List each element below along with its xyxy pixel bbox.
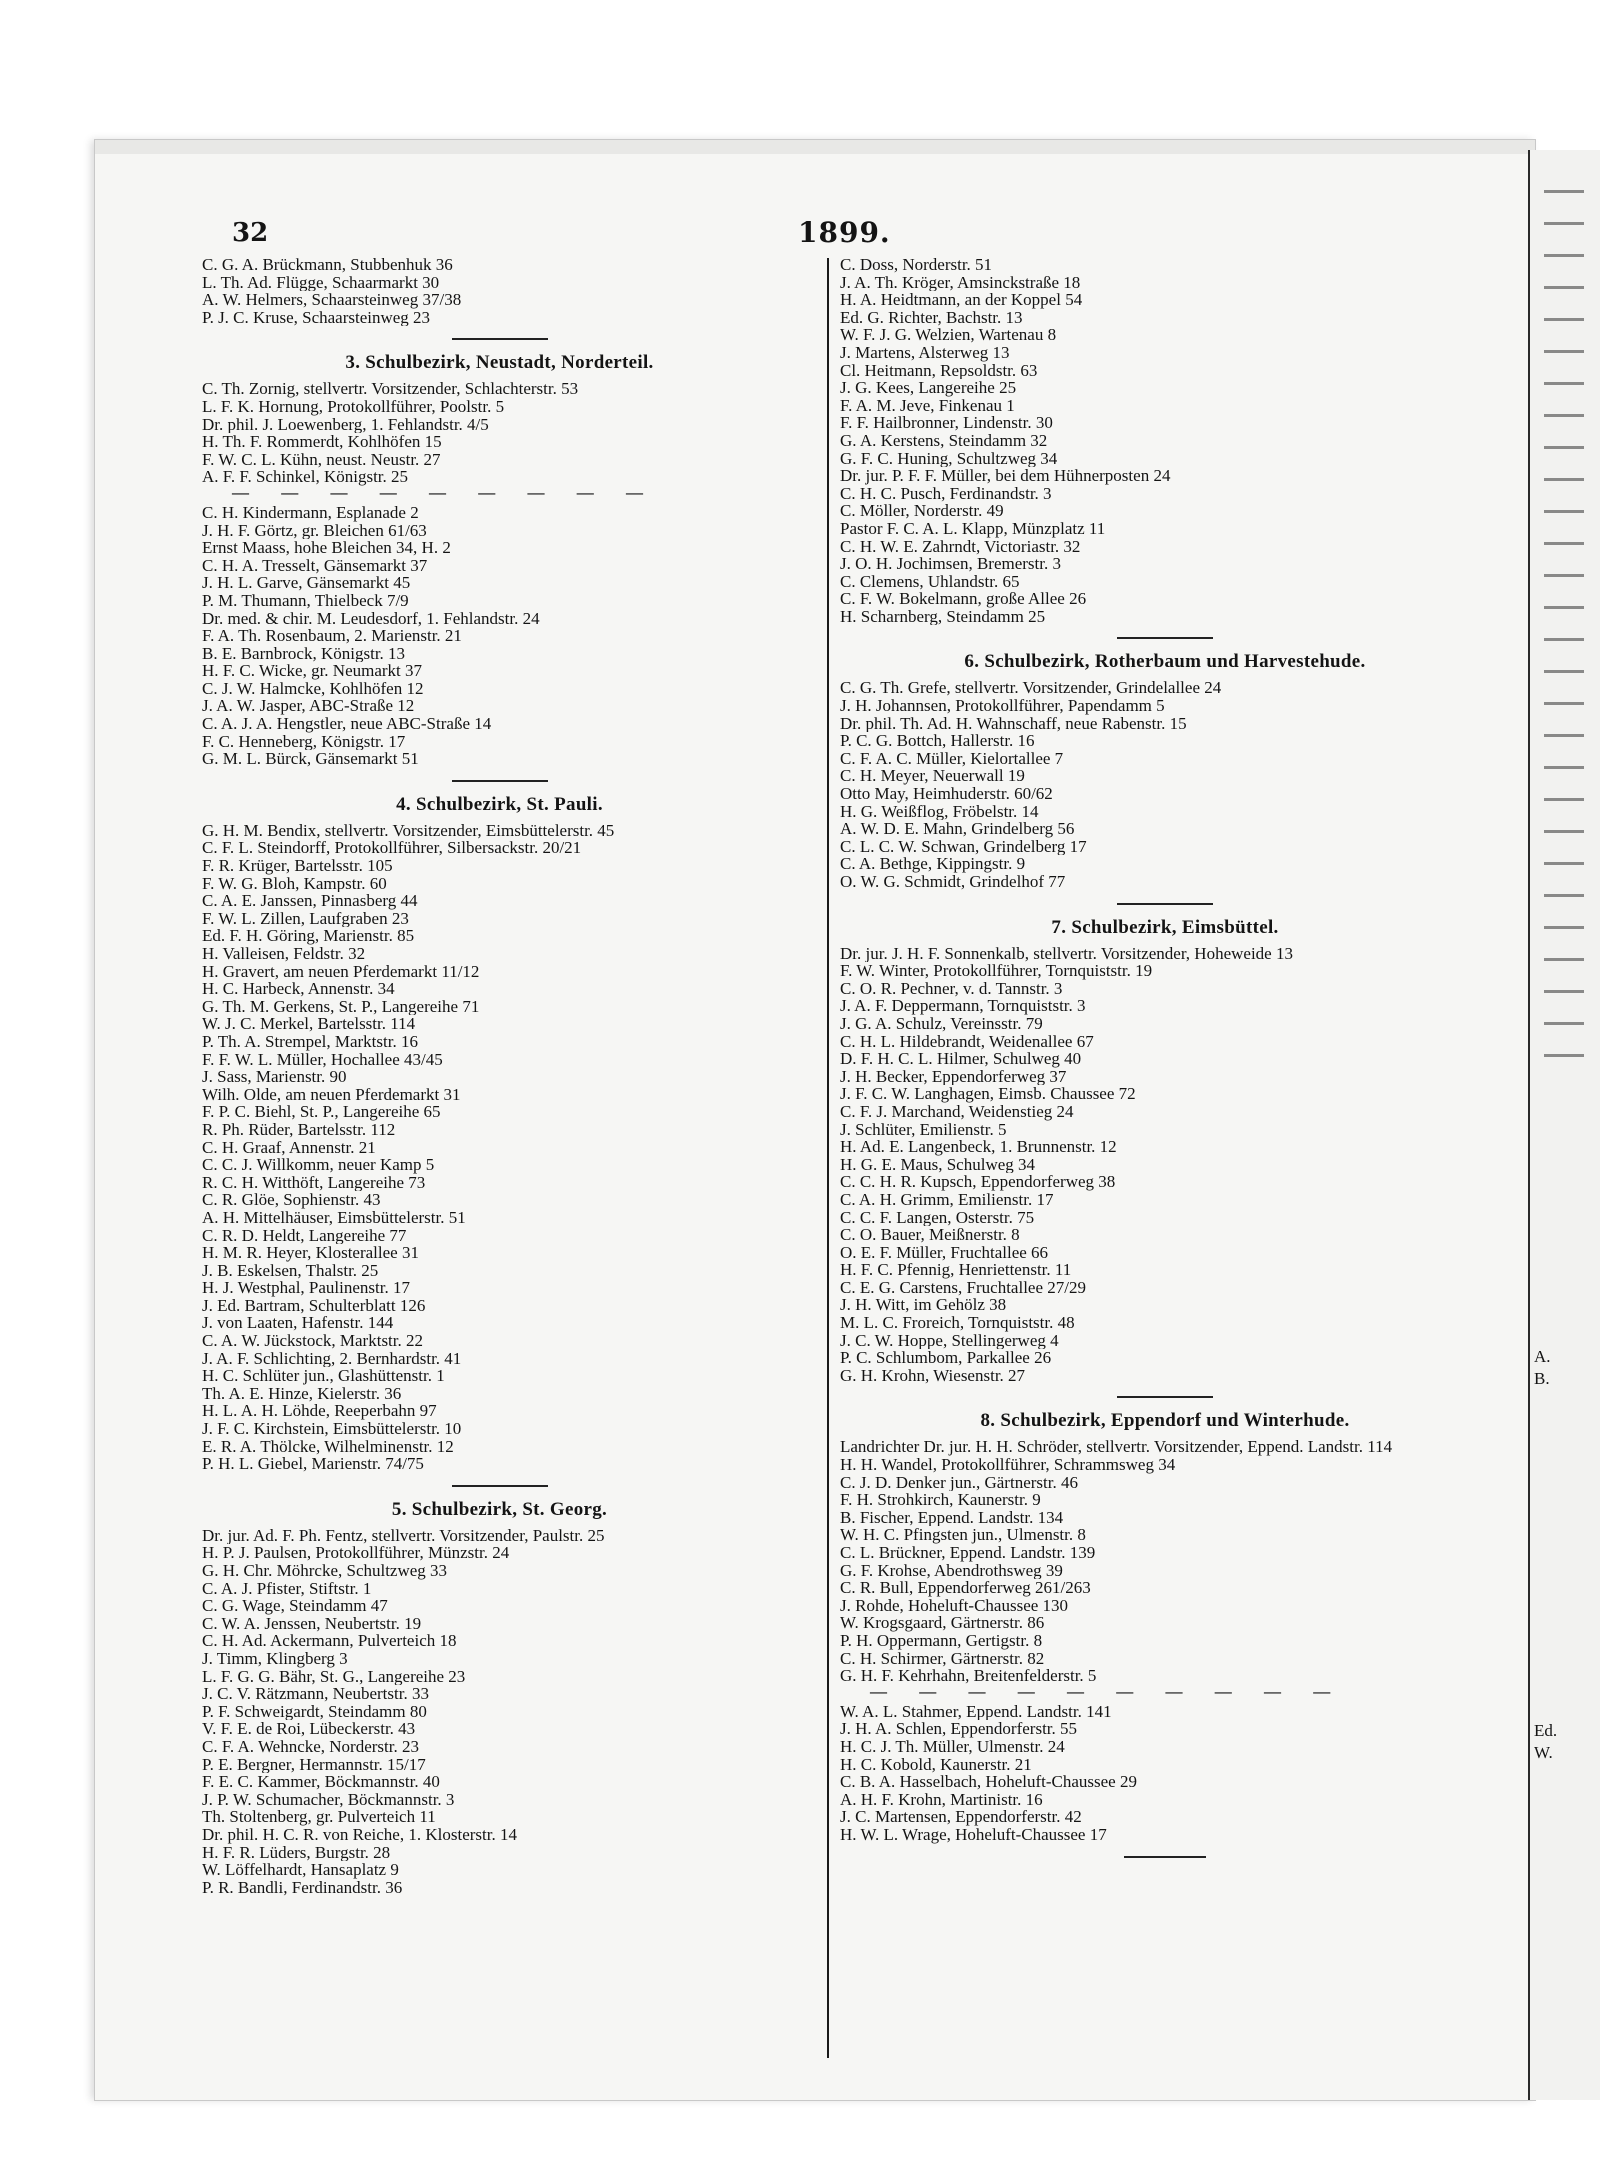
directory-entry: J. A. W. Jasper, ABC-Straße 12 bbox=[202, 697, 415, 716]
directory-entry: Dr. phil. H. C. R. von Reiche, 1. Klosterstr. 14 bbox=[202, 1825, 517, 1844]
directory-entry: F. W. Winter, Protokollführer, Tornquiststr. 19 bbox=[840, 962, 1153, 980]
directory-entry: W. Krogsgaard, Gärtnerstr. 86 bbox=[840, 1614, 1045, 1632]
directory-entry: A. W. Helmers, Schaarsteinweg 37/38 bbox=[202, 291, 462, 309]
directory-entry: P. M. Thumann, Thielbeck 7/9 bbox=[202, 591, 409, 610]
directory-entry: O. W. G. Schmidt, Grindelhof 77 bbox=[840, 873, 1066, 891]
directory-entry: H. Ad. E. Langenbeck, 1. Brunnenstr. 12 bbox=[840, 1138, 1117, 1156]
directory-entry: C. C. H. R. Kupsch, Eppendorferweg 38 bbox=[840, 1173, 1116, 1191]
directory-entry: C. A. E. Janssen, Pinnasberg 44 bbox=[202, 892, 418, 910]
directory-entry: C. Th. Zornig, stellvertr. Vorsitzender, Schlachterstr. 53 bbox=[202, 380, 579, 398]
directory-entry: H. H. Wandel, Protokollführer, Schrammsweg 34 bbox=[840, 1456, 1176, 1474]
directory-entry: H. W. L. Wrage, Hoheluft-Chaussee 17 bbox=[840, 1825, 1107, 1844]
directory-entry: O. E. F. Müller, Fruchtallee 66 bbox=[840, 1243, 1049, 1262]
page-number: 32 bbox=[232, 218, 269, 248]
directory-entry: P. H. Oppermann, Gertigstr. 8 bbox=[840, 1631, 1043, 1650]
directory-entry: Dr. phil. J. Loewenberg, 1. Fehlandstr. 4/5 bbox=[202, 415, 489, 434]
directory-entry: C. F. J. Marchand, Weidenstieg 24 bbox=[840, 1102, 1074, 1121]
directory-entry: J. A. F. Deppermann, Tornquiststr. 3 bbox=[840, 997, 1086, 1015]
section-separator bbox=[1117, 903, 1213, 905]
directory-entry: F. E. C. Kammer, Böckmannstr. 40 bbox=[202, 1773, 440, 1791]
directory-entry: P. C. G. Bottch, Hallerstr. 16 bbox=[840, 732, 1035, 750]
directory-entry: C. C. F. Langen, Osterstr. 75 bbox=[840, 1208, 1035, 1227]
section-heading: 7. Schulbezirk, Eimsbüttel. bbox=[1051, 916, 1279, 938]
directory-entry: H. F. C. Pfennig, Henriettenstr. 11 bbox=[840, 1261, 1072, 1279]
directory-entry: J. C. V. Rätzmann, Neubertstr. 33 bbox=[202, 1685, 429, 1703]
directory-entry: Otto May, Heimhuderstr. 60/62 bbox=[840, 785, 1053, 803]
directory-entry: C. Möller, Norderstr. 49 bbox=[840, 502, 1004, 520]
directory-entry: J. A. F. Schlichting, 2. Bernhardstr. 41 bbox=[202, 1349, 462, 1368]
directory-entry: A. H. Mittelhäuser, Eimsbüttelerstr. 51 bbox=[202, 1208, 466, 1227]
directory-entry: C. F. A. C. Müller, Kielortallee 7 bbox=[840, 749, 1064, 768]
directory-entry: E. R. A. Thölcke, Wilhelminenstr. 12 bbox=[202, 1437, 454, 1456]
directory-entry: J. G. A. Schulz, Vereinsstr. 79 bbox=[840, 1014, 1043, 1033]
directory-entry: C. Clemens, Uhlandstr. 65 bbox=[840, 572, 1020, 591]
directory-entry: C. F. W. Bokelmann, große Allee 26 bbox=[840, 590, 1087, 608]
directory-entry: G. F. C. Huning, Schultzweg 34 bbox=[840, 449, 1058, 468]
directory-entry: W. A. L. Stahmer, Eppend. Landstr. 141 bbox=[840, 1702, 1112, 1721]
directory-entry: C. J. D. Denker jun., Gärtnerstr. 46 bbox=[840, 1473, 1078, 1492]
directory-entry: H. L. A. H. Löhde, Reeperbahn 97 bbox=[202, 1402, 437, 1421]
directory-entry: H. F. R. Lüders, Burgstr. 28 bbox=[202, 1843, 391, 1862]
directory-entry: R. C. H. Witthöft, Langereihe 73 bbox=[202, 1173, 426, 1192]
directory-entry: W. F. J. G. Welzien, Wartenau 8 bbox=[840, 326, 1057, 344]
directory-entry: Cl. Heitmann, Repsoldstr. 63 bbox=[840, 361, 1038, 380]
directory-entry: C. A. J. Pfister, Stiftstr. 1 bbox=[202, 1579, 372, 1598]
directory-entry: J. Timm, Klingberg 3 bbox=[202, 1649, 348, 1668]
section-heading: 4. Schulbezirk, St. Pauli. bbox=[396, 793, 603, 815]
directory-entry: W. Löffelhardt, Hansaplatz 9 bbox=[202, 1861, 399, 1879]
adjacent-page-edge bbox=[1528, 150, 1600, 2100]
directory-entry: C. G. Th. Grefe, stellvertr. Vorsitzender, Grindelallee 24 bbox=[840, 679, 1222, 698]
directory-entry: C. O. R. Pechner, v. d. Tannstr. 3 bbox=[840, 979, 1063, 998]
directory-entry: C. H. C. Pusch, Ferdinandstr. 3 bbox=[840, 484, 1052, 503]
directory-entry: F. F. W. L. Müller, Hochallee 43/45 bbox=[202, 1050, 443, 1069]
directory-entry: J. F. C. W. Langhagen, Eimsb. Chaussee 72 bbox=[840, 1085, 1136, 1103]
directory-entry: H. G. Weißflog, Fröbelstr. 14 bbox=[840, 802, 1039, 821]
directory-entry: C. R. Bull, Eppendorferweg 261/263 bbox=[840, 1579, 1091, 1597]
column-divider bbox=[827, 258, 829, 2058]
directory-entry: C. H. Ad. Ackermann, Pulverteich 18 bbox=[202, 1632, 457, 1650]
directory-entry: H. C. Harbeck, Annenstr. 34 bbox=[202, 980, 395, 998]
directory-entry: G. A. Kerstens, Steindamm 32 bbox=[840, 431, 1048, 450]
directory-entry: Dr. med. & chir. M. Leudesdorf, 1. Fehlandstr. 24 bbox=[202, 609, 540, 628]
directory-entry: A. F. F. Schinkel, Königstr. 25 bbox=[202, 468, 409, 486]
section-heading: 3. Schulbezirk, Neustadt, Norderteil. bbox=[345, 352, 654, 374]
directory-entry: C. H. A. Tresselt, Gänsemarkt 37 bbox=[202, 556, 428, 575]
directory-entry: J. C. Martensen, Eppendorferstr. 42 bbox=[840, 1808, 1082, 1826]
directory-entry: C. A. J. A. Hengstler, neue ABC-Straße 14 bbox=[202, 715, 492, 733]
directory-entry: B. E. Barnbrock, Königstr. 13 bbox=[202, 644, 406, 663]
directory-entry: H. F. C. Wicke, gr. Neumarkt 37 bbox=[202, 662, 423, 680]
directory-entry: C. O. Bauer, Meißnerstr. 8 bbox=[840, 1226, 1020, 1244]
directory-entry: C. H. Meyer, Neuerwall 19 bbox=[840, 767, 1025, 786]
directory-entry: P. F. Schweigardt, Steindamm 80 bbox=[202, 1702, 427, 1721]
directory-entry: C. G. Wage, Steindamm 47 bbox=[202, 1597, 388, 1615]
directory-entry: F. W. G. Bloh, Kampstr. 60 bbox=[202, 874, 387, 893]
directory-entry: G. Th. M. Gerkens, St. P., Langereihe 71 bbox=[202, 997, 480, 1016]
directory-entry: Ernst Maass, hohe Bleichen 34, H. 2 bbox=[202, 539, 451, 557]
directory-entry: C. B. A. Hasselbach, Hoheluft-Chaussee 29 bbox=[840, 1773, 1137, 1791]
directory-entry: J. F. C. Kirchstein, Eimsbüttelerstr. 10 bbox=[202, 1420, 462, 1438]
dash-separator-row: — — — — — — — — — — bbox=[870, 1681, 1345, 1701]
directory-entry: G. F. Krohse, Abendrothsweg 39 bbox=[840, 1561, 1063, 1580]
directory-entry: Dr. jur. Ad. F. Ph. Fentz, stellvertr. Vorsitzender, Paulstr. 25 bbox=[202, 1526, 605, 1545]
section-separator bbox=[1117, 637, 1213, 639]
directory-entry: J. C. W. Hoppe, Stellingerweg 4 bbox=[840, 1331, 1059, 1350]
directory-entry: M. L. C. Froreich, Tornquiststr. 48 bbox=[840, 1314, 1075, 1332]
directory-entry: C. H. Graaf, Annenstr. 21 bbox=[202, 1138, 376, 1157]
section-heading: 5. Schulbezirk, St. Georg. bbox=[391, 1498, 608, 1520]
directory-entry: C. J. W. Halmcke, Kohlhöfen 12 bbox=[202, 679, 424, 698]
directory-entry: C. H. W. E. Zahrndt, Victoriastr. 32 bbox=[840, 537, 1081, 556]
dash-separator-row: — — — — — — — — — bbox=[232, 482, 657, 502]
directory-entry: H. J. Westphal, Paulinenstr. 17 bbox=[202, 1279, 410, 1297]
directory-entry: J. Rohde, Hoheluft-Chaussee 130 bbox=[840, 1596, 1069, 1615]
directory-entry: J. Sass, Marienstr. 90 bbox=[202, 1068, 347, 1086]
directory-entry: F. H. Strohkirch, Kaunerstr. 9 bbox=[840, 1491, 1041, 1509]
directory-entry: P. H. L. Giebel, Marienstr. 74/75 bbox=[202, 1455, 424, 1473]
directory-entry: C. A. H. Grimm, Emilienstr. 17 bbox=[840, 1190, 1054, 1209]
directory-entry: C. F. L. Steindorff, Protokollführer, Silbersackstr. 20/21 bbox=[202, 839, 582, 858]
directory-entry: H. G. E. Maus, Schulweg 34 bbox=[840, 1155, 1036, 1174]
directory-entry: Ed. G. Richter, Bachstr. 13 bbox=[840, 308, 1023, 327]
directory-entry: Pastor F. C. A. L. Klapp, Münzplatz 11 bbox=[840, 519, 1106, 538]
directory-entry: G. H. M. Bendix, stellvertr. Vorsitzender, Eimsbüttelerstr. 45 bbox=[202, 821, 615, 840]
directory-entry: C. W. A. Jenssen, Neubertstr. 19 bbox=[202, 1614, 422, 1633]
directory-entry: Ed. F. H. Göring, Marienstr. 85 bbox=[202, 927, 415, 945]
directory-entry: J. A. Th. Kröger, Amsinckstraße 18 bbox=[840, 273, 1081, 292]
section-separator bbox=[452, 780, 548, 782]
section-heading: 6. Schulbezirk, Rotherbaum und Harvestehude. bbox=[964, 651, 1366, 673]
directory-entry: F. W. L. Zillen, Laufgraben 23 bbox=[202, 909, 409, 928]
directory-entry: A. W. D. E. Mahn, Grindelberg 56 bbox=[840, 820, 1075, 838]
directory-entry: G. H. Chr. Möhrcke, Schultzweg 33 bbox=[202, 1562, 448, 1580]
directory-entry: P. C. Schlumbom, Parkallee 26 bbox=[840, 1349, 1052, 1367]
directory-entry: R. Ph. Rüder, Bartelsstr. 112 bbox=[202, 1120, 396, 1139]
directory-entry: H. A. Heidtmann, an der Koppel 54 bbox=[840, 291, 1083, 309]
directory-entry: C. H. Schirmer, Gärtnerstr. 82 bbox=[840, 1649, 1045, 1668]
directory-entry: H. Th. F. Rommerdt, Kohlhöfen 15 bbox=[202, 433, 442, 451]
directory-entry: H. C. Kobold, Kaunerstr. 21 bbox=[840, 1755, 1032, 1774]
directory-entry: C. Doss, Norderstr. 51 bbox=[840, 256, 993, 274]
directory-entry: P. Th. A. Strempel, Marktstr. 16 bbox=[202, 1032, 418, 1051]
directory-entry: P. J. C. Kruse, Schaarsteinweg 23 bbox=[202, 308, 431, 327]
directory-entry: P. R. Bandli, Ferdinandstr. 36 bbox=[202, 1878, 403, 1897]
directory-entry: F. R. Krüger, Bartelsstr. 105 bbox=[202, 857, 393, 875]
directory-entry: C. E. G. Carstens, Fruchtallee 27/29 bbox=[840, 1278, 1086, 1297]
directory-entry: L. F. G. G. Bähr, St. G., Langereihe 23 bbox=[202, 1667, 466, 1686]
directory-entry: H. C. J. Th. Müller, Ulmenstr. 24 bbox=[840, 1737, 1065, 1756]
directory-entry: Landrichter Dr. jur. H. H. Schröder, stellvertr. Vorsitzender, Eppend. Landstr. 114 bbox=[840, 1438, 1393, 1457]
directory-entry: W. H. C. Pfingsten jun., Ulmenstr. 8 bbox=[840, 1526, 1086, 1544]
edge-margin-text: A. B. Ed. W. bbox=[1534, 1347, 1558, 1762]
directory-entry: J. O. H. Jochimsen, Bremerstr. 3 bbox=[840, 555, 1061, 573]
directory-entry: J. G. Kees, Langereihe 25 bbox=[840, 379, 1017, 397]
directory-entry: J. von Laaten, Hafenstr. 144 bbox=[202, 1314, 394, 1333]
directory-entry: G. M. L. Bürck, Gänsemarkt 51 bbox=[202, 750, 419, 768]
directory-entry: C. R. Glöe, Sophienstr. 43 bbox=[202, 1191, 381, 1209]
left-column bbox=[202, 256, 797, 1896]
directory-entry: Wilh. Olde, am neuen Pferdemarkt 31 bbox=[202, 1085, 461, 1104]
directory-entry: Th. A. E. Hinze, Kielerstr. 36 bbox=[202, 1384, 402, 1403]
directory-entry: C. R. D. Heldt, Langereihe 77 bbox=[202, 1226, 407, 1245]
directory-entry: H. Scharnberg, Steindamm 25 bbox=[840, 607, 1046, 626]
directory-entry: L. F. K. Hornung, Protokollführer, Poolstr. 5 bbox=[202, 397, 505, 416]
directory-entry: F. A. M. Jeve, Finkenau 1 bbox=[840, 396, 1015, 415]
directory-entry: J. H. L. Garve, Gänsemarkt 45 bbox=[202, 574, 411, 592]
directory-entry: C. A. W. Jückstock, Marktstr. 22 bbox=[202, 1332, 424, 1350]
directory-entry: J. Martens, Alsterweg 13 bbox=[840, 343, 1010, 362]
directory-entry: D. F. H. C. L. Hilmer, Schulweg 40 bbox=[840, 1050, 1082, 1068]
directory-entry: G. H. Krohn, Wiesenstr. 27 bbox=[840, 1366, 1026, 1385]
directory-entry: W. J. C. Merkel, Bartelsstr. 114 bbox=[202, 1015, 416, 1033]
directory-entry: C. L. Brückner, Eppend. Landstr. 139 bbox=[840, 1544, 1096, 1562]
directory-entry: J. Ed. Bartram, Schulterblatt 126 bbox=[202, 1296, 426, 1315]
directory-entry: B. Fischer, Eppend. Landstr. 134 bbox=[840, 1508, 1064, 1527]
directory-entry: C. F. A. Wehncke, Norderstr. 23 bbox=[202, 1737, 419, 1756]
directory-entry: A. H. F. Krohn, Martinistr. 16 bbox=[840, 1790, 1043, 1809]
directory-entry: C. A. Bethge, Kippingstr. 9 bbox=[840, 855, 1026, 873]
page-top-edge bbox=[95, 140, 1535, 154]
directory-entry: P. E. Bergner, Hermannstr. 15/17 bbox=[202, 1755, 426, 1774]
directory-entry: F. C. Henneberg, Königstr. 17 bbox=[202, 732, 406, 751]
directory-entry: J. H. Johannsen, Protokollführer, Papendamm 5 bbox=[840, 697, 1165, 715]
right-column bbox=[840, 256, 1490, 1864]
directory-entry: H. P. J. Paulsen, Protokollführer, Münzstr. 24 bbox=[202, 1544, 510, 1562]
directory-entry: C. H. L. Hildebrandt, Weidenallee 67 bbox=[840, 1032, 1094, 1051]
section-separator bbox=[452, 1485, 548, 1487]
directory-entry: C. H. Kindermann, Esplanade 2 bbox=[202, 503, 419, 522]
directory-entry: F. A. Th. Rosenbaum, 2. Marienstr. 21 bbox=[202, 627, 462, 645]
directory-entry: J. B. Eskelsen, Thalstr. 25 bbox=[202, 1261, 379, 1280]
directory-entry: L. Th. Ad. Flügge, Schaarmarkt 30 bbox=[202, 273, 440, 292]
directory-entry: F. F. Hailbronner, Lindenstr. 30 bbox=[840, 414, 1053, 432]
directory-entry: H. C. Schlüter jun., Glashüttenstr. 1 bbox=[202, 1367, 445, 1385]
directory-entry: Dr. jur. J. H. F. Sonnenkalb, stellvertr. Vorsitzender, Hoheweide 13 bbox=[840, 944, 1293, 963]
directory-entry: V. F. E. de Roi, Lübeckerstr. 43 bbox=[202, 1720, 416, 1738]
directory-entry: F. W. C. L. Kühn, neust. Neustr. 27 bbox=[202, 450, 441, 469]
directory-entry: C. C. J. Willkomm, neuer Kamp 5 bbox=[202, 1156, 435, 1174]
directory-entry: F. P. C. Biehl, St. P., Langereihe 65 bbox=[202, 1103, 441, 1121]
directory-entry: H. Gravert, am neuen Pferdemarkt 11/12 bbox=[202, 962, 480, 981]
section-heading: 8. Schulbezirk, Eppendorf und Winterhude. bbox=[980, 1410, 1350, 1432]
page-year: 1899. bbox=[798, 216, 891, 249]
directory-entry: Dr. jur. P. F. F. Müller, bei dem Hühnerposten 24 bbox=[840, 467, 1171, 485]
section-separator bbox=[1117, 1396, 1213, 1398]
directory-entry: C. G. A. Brückmann, Stubbenhuk 36 bbox=[202, 256, 453, 274]
directory-entry: J. P. W. Schumacher, Böckmannstr. 3 bbox=[202, 1790, 455, 1809]
section-separator bbox=[1124, 1856, 1206, 1858]
directory-entry: J. H. Witt, im Gehölz 38 bbox=[840, 1296, 1007, 1315]
directory-entry: Th. Stoltenberg, gr. Pulverteich 11 bbox=[202, 1808, 436, 1826]
directory-entry: J. H. Becker, Eppendorferweg 37 bbox=[840, 1067, 1067, 1086]
section-separator bbox=[452, 338, 548, 340]
directory-entry: H. Valleisen, Feldstr. 32 bbox=[202, 945, 366, 963]
directory-entry: Dr. phil. Th. Ad. H. Wahnschaff, neue Rabenstr. 15 bbox=[840, 714, 1187, 733]
directory-entry: J. H. A. Schlen, Eppendorferstr. 55 bbox=[840, 1720, 1078, 1738]
directory-entry: C. L. C. W. Schwan, Grindelberg 17 bbox=[840, 837, 1087, 856]
directory-entry: J. H. F. Görtz, gr. Bleichen 61/63 bbox=[202, 521, 427, 540]
directory-entry: G. H. F. Kehrhahn, Breitenfelderstr. 5 bbox=[840, 1667, 1097, 1685]
directory-entry: J. Schlüter, Emilienstr. 5 bbox=[840, 1120, 1007, 1139]
directory-entry: H. M. R. Heyer, Klosterallee 31 bbox=[202, 1244, 419, 1262]
